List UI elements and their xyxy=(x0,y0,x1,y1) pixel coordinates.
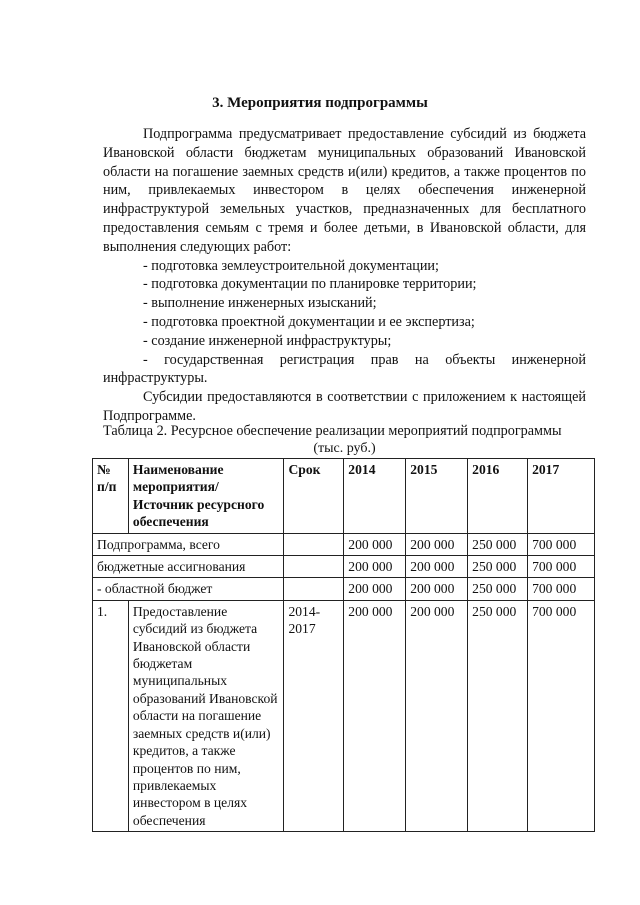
cell-2015: 200 000 xyxy=(406,556,468,578)
cell-2014: 200 000 xyxy=(344,556,406,578)
row-num: 1. xyxy=(93,600,129,831)
cell-2014: 200 000 xyxy=(344,578,406,600)
table-caption: Таблица 2. Ресурсное обеспечение реализации мероприятий подпрограммы xyxy=(103,423,562,439)
works-list xyxy=(103,257,586,351)
table-units: (тыс. руб.) xyxy=(313,441,376,456)
works-list-item: - подготовка землеустроительной документации; xyxy=(143,257,439,274)
header-2014: 2014 xyxy=(344,459,406,534)
table-header-row xyxy=(93,459,595,534)
cell-2017: 700 000 xyxy=(528,533,595,555)
cell-2017: 700 000 xyxy=(528,578,595,600)
table-row xyxy=(93,533,595,555)
cell-2015: 200 000 xyxy=(406,533,468,555)
table-row xyxy=(93,556,595,578)
section-body xyxy=(103,125,586,426)
cell-2016: 250 000 xyxy=(468,578,528,600)
cell-2017: 700 000 xyxy=(528,600,595,831)
cell-2016: 250 000 xyxy=(468,533,528,555)
row-label: - областной бюджет xyxy=(93,578,284,600)
header-name: Наименование мероприятия/ Источник ресурсного обеспечения xyxy=(128,459,284,534)
table-row xyxy=(93,600,595,831)
works-list-item: - создание инженерной инфраструктуры; xyxy=(143,332,392,349)
cell-2015: 200 000 xyxy=(406,600,468,831)
cell-2017: 700 000 xyxy=(528,556,595,578)
row-description: Предоставление субсидий из бюджета Ивановской области бюджетам муниципальных образований Ивановской области на погашение заемных средств и(или) кредитов, а также процентов по ним, привлекаемых инвестором в целях обеспечения xyxy=(128,600,284,831)
closing-paragraph: Субсидии предоставляются в соответствии с приложением к настоящей Подпрограмме. xyxy=(103,389,586,424)
table-row xyxy=(93,578,595,600)
header-2015: 2015 xyxy=(406,459,468,534)
resource-table xyxy=(92,458,595,832)
header-2016: 2016 xyxy=(468,459,528,534)
works-list-item: - подготовка документации по планировке территории; xyxy=(143,276,477,293)
cell-2016: 250 000 xyxy=(468,600,528,831)
row-label: Подпрограмма, всего xyxy=(93,533,284,555)
row-term xyxy=(284,556,344,578)
section-title: 3. Мероприятия подпрограммы xyxy=(212,95,428,111)
header-term: Срок xyxy=(284,459,344,534)
row-label: бюджетные ассигнования xyxy=(93,556,284,578)
cell-2014: 200 000 xyxy=(344,533,406,555)
header-2017: 2017 xyxy=(528,459,595,534)
row-term: 2014-2017 xyxy=(284,600,344,831)
row-term xyxy=(284,578,344,600)
works-list-item-last: - государственная регистрация прав на объекты инженерной инфраструктуры. xyxy=(103,351,586,387)
works-list-item: - выполнение инженерных изысканий; xyxy=(143,295,377,312)
works-list-item: - подготовка проектной документации и ее экспертиза; xyxy=(143,313,475,330)
row-term xyxy=(284,533,344,555)
cell-2016: 250 000 xyxy=(468,556,528,578)
header-num: № п/п xyxy=(93,459,129,534)
intro-paragraph: Подпрограмма предусматривает предоставление субсидий из бюджета Ивановской области бюджетам муниципальных образований Ивановской области на погашение заемных средств и(или) кредитов, а также процентов по ним, привлекаемых инвестором в целях обеспечения инженерной инфраструктурой земельных участков, предназначенных для бесплатного предоставления семьям с тремя и более детьми, в Ивановской области, для выполнения следующих работ: xyxy=(103,126,586,255)
cell-2014: 200 000 xyxy=(344,600,406,831)
cell-2015: 200 000 xyxy=(406,578,468,600)
